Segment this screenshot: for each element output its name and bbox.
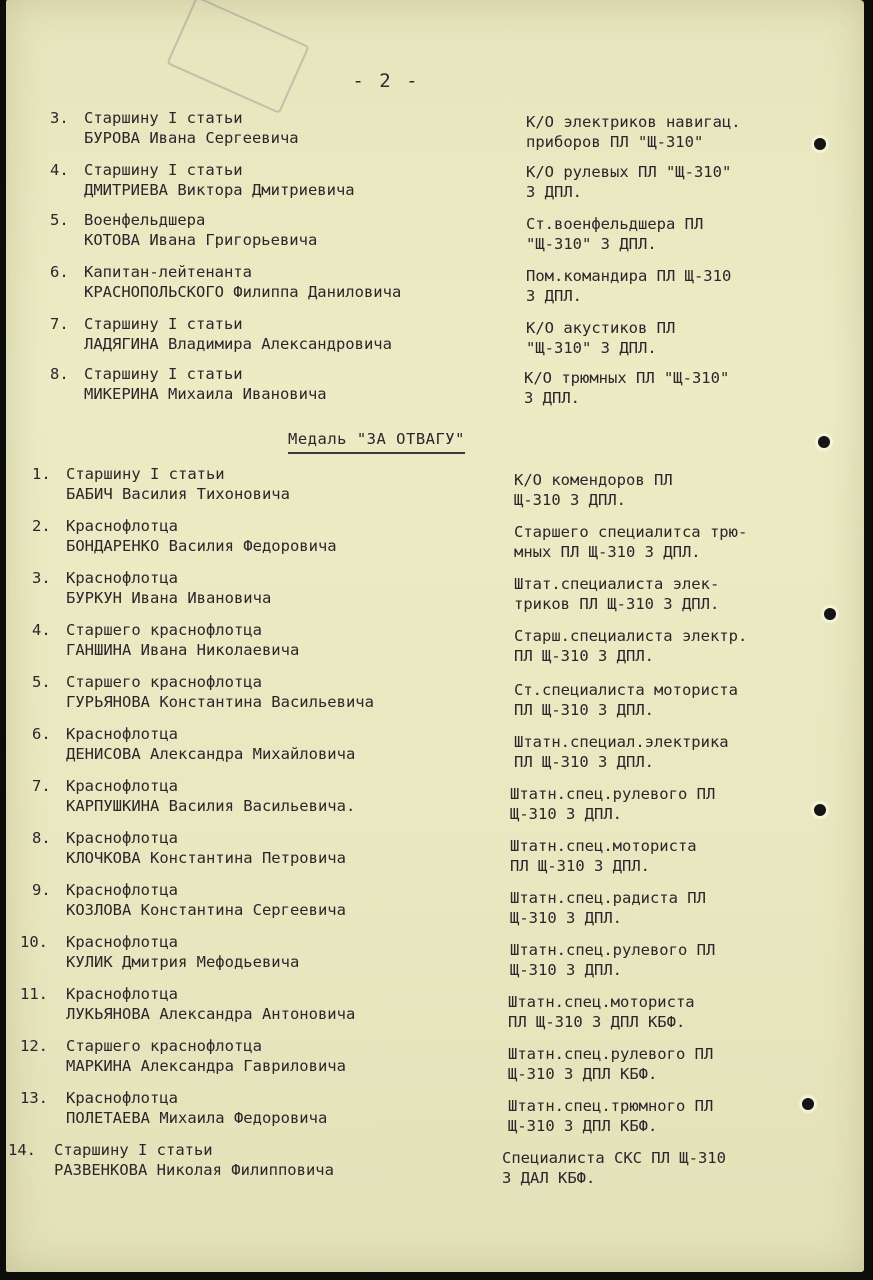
list-item: 10. Краснофлотца КУЛИК Дмитрия Мефодьевича <box>20 933 300 971</box>
list-item: 9. Краснофлотца КОЗЛОВА Константина Сергеевича <box>32 881 346 919</box>
list-item: 4. Старшего краснофлотца ГАНШИНА Ивана Николаевича <box>32 621 300 659</box>
faded-stamp <box>166 0 309 114</box>
position-text: К/О трюмных ПЛ "Щ-310" 3 ДПЛ. <box>524 369 730 407</box>
position-text: Штатн.спец.рулевого ПЛ Щ-310 3 ДПЛ КБФ. <box>508 1045 714 1083</box>
list-item: 2. Краснофлотца БОНДАРЕНКО Василия Федоровича <box>32 517 337 555</box>
position-text: Старш.специалиста электр. ПЛ Щ-310 3 ДПЛ. <box>514 627 748 665</box>
list-item: 5. Военфельдшера КОТОВА Ивана Григорьевича <box>50 211 318 249</box>
position-text: Штатн.спец.трюмного ПЛ Щ-310 3 ДПЛ КБФ. <box>508 1097 714 1135</box>
list-item: 7. Краснофлотца КАРПУШКИНА Василия Васильевича. <box>32 777 356 815</box>
list-item: 14. Старшину I статьи РАЗВЕНКОВА Николая Филипповича <box>8 1141 334 1179</box>
binding-hole <box>814 138 826 150</box>
position-text: Штатн.спец.рулевого ПЛ Щ-310 3 ДПЛ. <box>510 785 716 823</box>
position-text: Ст.специалиста моториста ПЛ Щ-310 3 ДПЛ. <box>514 681 738 719</box>
list-item: 3. Краснофлотца БУРКУН Ивана Ивановича <box>32 569 272 607</box>
binding-hole <box>814 804 826 816</box>
list-item: 7. Старшину I статьи ЛАДЯГИНА Владимира Александровича <box>50 315 392 353</box>
list-item: 8. Краснофлотца КЛОЧКОВА Константина Петровича <box>32 829 346 867</box>
document-page <box>6 0 864 1272</box>
position-text: Штатн.спец.моториста ПЛ Щ-310 3 ДПЛ. <box>510 837 697 875</box>
position-text: Пом.командира ПЛ Щ-310 3 ДПЛ. <box>526 267 732 305</box>
position-text: Штатн.спец.радиста ПЛ Щ-310 3 ДПЛ. <box>510 889 706 927</box>
position-text: Штатн.спец.моториста ПЛ Щ-310 3 ДПЛ КБФ. <box>508 993 695 1031</box>
position-text: К/О акустиков ПЛ "Щ-310" 3 ДПЛ. <box>526 319 676 357</box>
list-item: 4. Старшину I статьи ДМИТРИЕВА Виктора Дмитриевича <box>50 161 355 199</box>
position-text: Специалиста СКС ПЛ Щ-310 3 ДАЛ КБФ. <box>502 1149 726 1187</box>
list-item: 1. Старшину I статьи БАБИЧ Василия Тихоновича <box>32 465 290 503</box>
list-item: 5. Старшего краснофлотца ГУРЬЯНОВА Константина Васильевича <box>32 673 374 711</box>
section-heading: Медаль "ЗА ОТВАГУ" <box>288 430 465 454</box>
position-text: К/О рулевых ПЛ "Щ-310" 3 ДПЛ. <box>526 163 732 201</box>
binding-hole <box>802 1098 814 1110</box>
position-text: Штат.специалиста элек- триков ПЛ Щ-310 3 ДПЛ. <box>514 575 720 613</box>
position-text: Старшего специалитса трю- мных ПЛ Щ-310 3 ДПЛ. <box>514 523 748 561</box>
list-item: 6. Капитан-лейтенанта КРАСНОПОЛЬСКОГО Филиппа Даниловича <box>50 263 402 301</box>
list-item: 3. Старшину I статьи БУРОВА Ивана Сергеевича <box>50 109 299 147</box>
position-text: Ст.военфельдшера ПЛ "Щ-310" 3 ДПЛ. <box>526 215 704 253</box>
list-item: 6. Краснофлотца ДЕНИСОВА Александра Михайловича <box>32 725 356 763</box>
binding-hole <box>824 608 836 620</box>
list-item: 11. Краснофлотца ЛУКЬЯНОВА Александра Антоновича <box>20 985 356 1023</box>
page-number: - 2 - <box>352 70 420 92</box>
position-text: Штатн.спец.рулевого ПЛ Щ-310 3 ДПЛ. <box>510 941 716 979</box>
position-text: К/О электриков навигац. приборов ПЛ "Щ-310" <box>526 113 741 151</box>
position-text: К/О комендоров ПЛ Щ-310 3 ДПЛ. <box>514 471 673 509</box>
list-item: 8. Старшину I статьи МИКЕРИНА Михаила Ивановича <box>50 365 327 403</box>
list-item: 12. Старшего краснофлотца МАРКИНА Александра Гавриловича <box>20 1037 346 1075</box>
binding-hole <box>818 436 830 448</box>
list-item: 13. Краснофлотца ПОЛЕТАЕВА Михаила Федоровича <box>20 1089 328 1127</box>
position-text: Штатн.специал.электрика ПЛ Щ-310 3 ДПЛ. <box>514 733 729 771</box>
